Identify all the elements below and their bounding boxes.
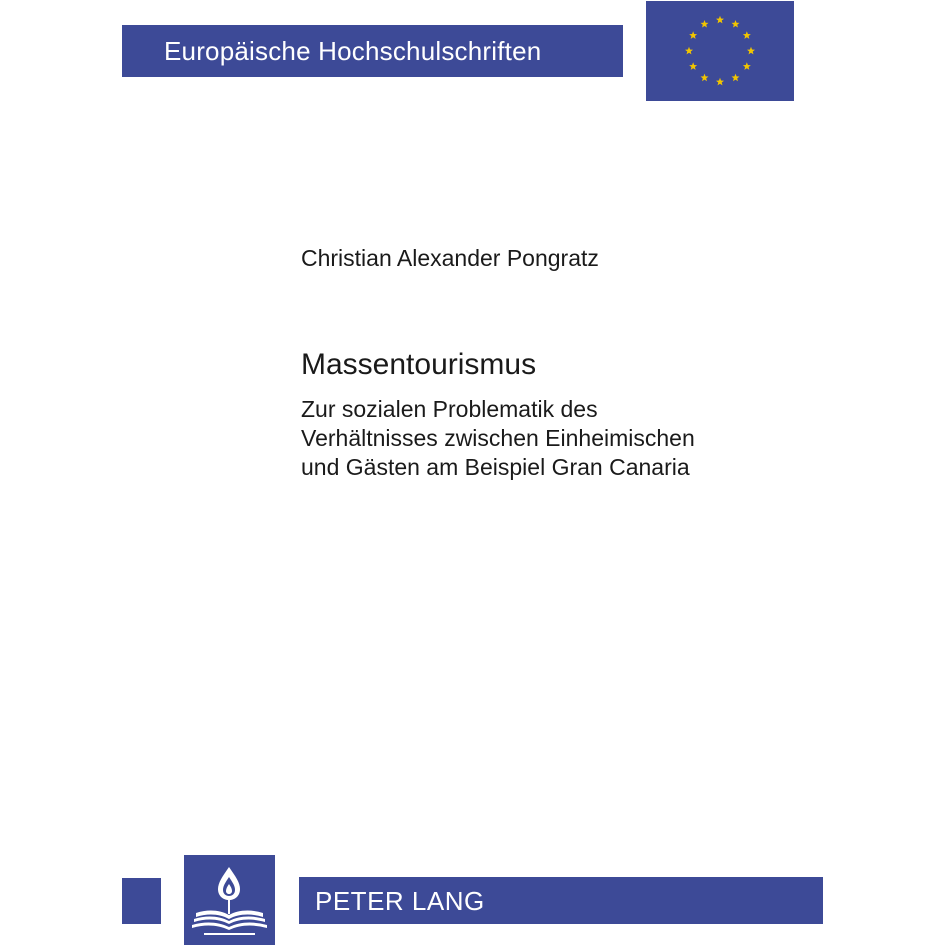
eu-stars-icon xyxy=(646,1,794,101)
book-subtitle xyxy=(301,395,695,482)
star-icon xyxy=(747,47,755,55)
publisher-logo xyxy=(184,855,275,945)
subtitle-line: Zur sozialen Problematik des xyxy=(301,396,598,422)
subtitle-line: Verhältnisses zwischen Einheimischen xyxy=(301,425,695,451)
star-icon xyxy=(689,62,697,70)
publisher-name: PETER LANG xyxy=(315,886,485,916)
author-name: Christian Alexander Pongratz xyxy=(301,245,599,271)
star-icon xyxy=(732,74,740,82)
subtitle-line: und Gästen am Beispiel Gran Canaria xyxy=(301,454,690,480)
star-icon xyxy=(689,31,697,39)
star-icon xyxy=(743,31,751,39)
eu-flag xyxy=(646,1,794,101)
star-icon xyxy=(701,20,709,28)
publisher-band xyxy=(299,877,823,924)
star-icon xyxy=(685,47,693,55)
book-title: Massentourismus xyxy=(301,348,537,381)
star-icon xyxy=(743,62,751,70)
series-title: Europäische Hochschulschriften xyxy=(164,36,542,66)
star-icon xyxy=(716,78,724,86)
open-book-flame-logo-icon xyxy=(184,855,275,945)
decorative-block xyxy=(122,878,161,924)
star-icon xyxy=(732,20,740,28)
star-icon xyxy=(716,16,724,24)
star-icon xyxy=(701,74,709,82)
series-band xyxy=(122,25,623,77)
